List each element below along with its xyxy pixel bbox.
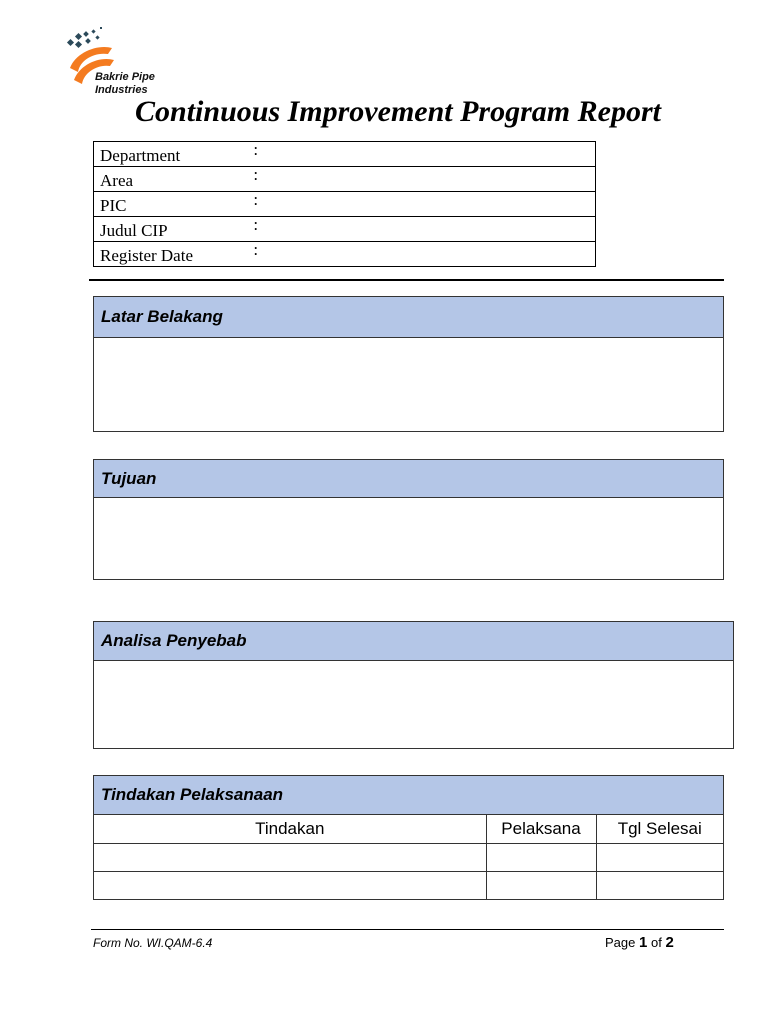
page-word: Page [605, 935, 636, 950]
info-label: Area [94, 167, 254, 192]
info-label: Department [94, 142, 254, 167]
colon: : [253, 190, 259, 209]
colon: : [253, 240, 259, 259]
table-row [94, 872, 723, 900]
page-total: 2 [665, 934, 674, 951]
column-header-tgl-selesai: Tgl Selesai [596, 815, 723, 844]
section-heading: Analisa Penyebab [94, 622, 733, 661]
info-row-area [94, 167, 596, 192]
logo-line2: Industries [95, 84, 148, 96]
info-table [93, 141, 596, 267]
column-header-pelaksana: Pelaksana [486, 815, 596, 844]
section-heading: Latar Belakang [94, 297, 723, 338]
colon: : [253, 140, 259, 159]
divider [89, 279, 724, 281]
info-row-register-date [94, 242, 596, 267]
of-word: of [650, 935, 662, 950]
pelaksana-cell[interactable] [486, 844, 596, 872]
info-label: Register Date [94, 242, 254, 267]
tindakan-cell[interactable] [94, 872, 486, 900]
footer-divider [91, 929, 724, 930]
logo-line1: Bakrie Pipe [95, 71, 155, 83]
tgl-selesai-cell[interactable] [596, 872, 723, 900]
column-header-tindakan: Tindakan [94, 815, 486, 844]
page-current: 1 [639, 934, 648, 951]
section-analisa-penyebab [93, 621, 734, 749]
pelaksana-cell[interactable] [486, 872, 596, 900]
report-title: Continuous Improvement Program Report [135, 95, 661, 128]
info-label: PIC [94, 192, 254, 217]
latar-belakang-content[interactable] [94, 338, 723, 431]
area-field[interactable] [253, 167, 595, 192]
judul-cip-field[interactable] [253, 217, 595, 242]
info-label: Judul CIP [94, 217, 254, 242]
analisa-penyebab-content[interactable] [94, 661, 733, 748]
tgl-selesai-cell[interactable] [596, 844, 723, 872]
tindakan-cell[interactable] [94, 844, 486, 872]
form-number: Form No. WI.QAM-6.4 [93, 936, 213, 950]
pic-field[interactable] [253, 192, 595, 217]
section-latar-belakang [93, 296, 724, 432]
actions-table [94, 814, 723, 900]
table-row [94, 844, 723, 872]
actions-header-row [94, 815, 723, 844]
tujuan-content[interactable] [94, 498, 723, 579]
section-tindakan-pelaksanaan [93, 775, 724, 900]
section-heading: Tindakan Pelaksanaan [94, 776, 723, 814]
page-indicator [605, 934, 674, 951]
department-field[interactable] [253, 142, 595, 167]
info-row-pic [94, 192, 596, 217]
colon: : [253, 165, 259, 184]
section-tujuan [93, 459, 724, 580]
info-row-judul-cip [94, 217, 596, 242]
info-row-department [94, 142, 596, 167]
colon: : [253, 215, 259, 234]
section-heading: Tujuan [94, 460, 723, 498]
register-date-field[interactable] [253, 242, 595, 267]
